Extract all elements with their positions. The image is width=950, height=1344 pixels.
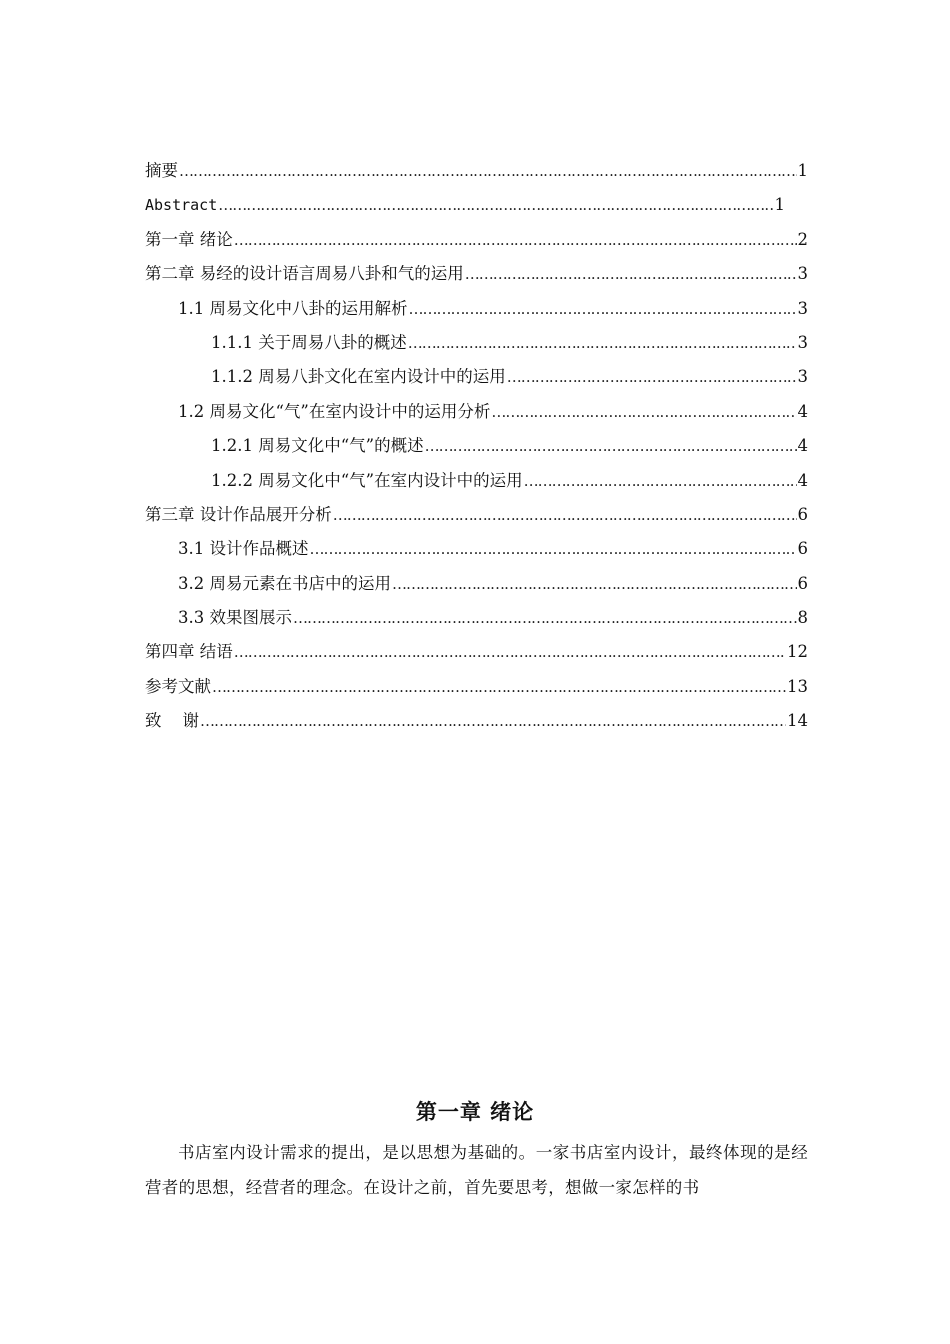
toc-entry-page: 4 (797, 436, 808, 456)
toc-leader-dots (333, 498, 797, 532)
toc-entry-3-3 (145, 601, 808, 635)
toc-entry-page: 13 (787, 676, 808, 696)
toc-leader-dots (293, 601, 797, 635)
toc-entry-title: 3.3 效果图展示 (178, 608, 292, 628)
toc-leader-dots (310, 532, 797, 566)
toc-entry-chapter-3 (145, 498, 808, 532)
toc-entry-title: 第三章 设计作品展开分析 (145, 504, 332, 524)
toc-entry-title: 致 谢 (145, 711, 199, 731)
toc-entry-references (145, 670, 808, 704)
toc-leader-dots (200, 704, 786, 738)
toc-entry-page: 14 (787, 711, 808, 731)
toc-entry-page: 6 (797, 539, 808, 559)
toc-entry-abstract-cn (145, 154, 808, 188)
toc-entry-title: 第一章 绪论 (145, 229, 233, 249)
toc-entry-chapter-2 (145, 257, 808, 291)
toc-entry-title: 1.2.2 周易文化中“气”在室内设计中的运用 (211, 470, 523, 490)
toc-leader-dots (179, 154, 797, 188)
toc-entry-title: Abstract (145, 196, 218, 215)
toc-entry-page: 8 (797, 608, 808, 628)
toc-entry-chapter-1 (145, 223, 808, 257)
toc-entry-1-2-1 (145, 429, 808, 463)
toc-entry-1-1-2 (145, 360, 808, 394)
toc-entry-1-1 (145, 292, 808, 326)
toc-entry-title: 1.1.1 关于周易八卦的概述 (211, 332, 407, 352)
toc-entry-page: 3 (797, 298, 808, 318)
toc-leader-dots (524, 464, 797, 498)
toc-entry-1-2-2 (145, 464, 808, 498)
toc-entry-title: 3.1 设计作品概述 (178, 539, 309, 559)
chapter-title: 第一章 绪论 (415, 1100, 535, 1124)
toc-entry-3-2 (145, 567, 808, 601)
toc-leader-dots (465, 257, 797, 291)
toc-entry-page: 4 (797, 470, 808, 490)
toc-entry-page: 3 (797, 264, 808, 284)
toc-entry-1-1-1 (145, 326, 808, 360)
toc-entry-page: 1 (797, 160, 808, 180)
toc-entry-title: 参考文献 (145, 676, 211, 696)
toc-leader-dots (234, 635, 786, 669)
toc-entry-page: 6 (797, 573, 808, 593)
toc-entry-page: 3 (797, 332, 808, 352)
toc-entry-abstract-en (145, 188, 785, 222)
toc-leader-dots (425, 429, 797, 463)
toc-entry-chapter-4 (145, 635, 808, 669)
toc-entry-page: 12 (787, 642, 808, 662)
toc-entry-page: 6 (797, 504, 808, 524)
toc-entry-title: 3.2 周易元素在书店中的运用 (178, 573, 391, 593)
toc-entry-page: 3 (797, 367, 808, 387)
toc-entry-page: 4 (797, 401, 808, 421)
toc-entry-page: 1 (774, 195, 785, 215)
toc-leader-dots (218, 188, 773, 222)
toc-entry-acknowledgements (145, 704, 808, 738)
toc-leader-dots (491, 395, 796, 429)
table-of-contents (145, 154, 808, 739)
toc-entry-title: 1.1.2 周易八卦文化在室内设计中的运用 (211, 367, 506, 387)
toc-entry-1-2 (145, 395, 808, 429)
toc-leader-dots (234, 223, 797, 257)
toc-leader-dots (212, 670, 786, 704)
toc-leader-dots (409, 292, 797, 326)
toc-entry-title: 1.1 周易文化中八卦的运用解析 (178, 298, 408, 318)
toc-leader-dots (392, 567, 797, 601)
toc-entry-page: 2 (797, 229, 808, 249)
toc-entry-3-1 (145, 532, 808, 566)
toc-entry-title: 1.2 周易文化“气”在室内设计中的运用分析 (178, 401, 491, 421)
toc-leader-dots (507, 360, 797, 394)
toc-entry-title: 第二章 易经的设计语言周易八卦和气的运用 (145, 264, 464, 284)
toc-entry-title: 1.2.1 周易文化中“气”的概述 (211, 436, 424, 456)
toc-leader-dots (408, 326, 797, 360)
toc-entry-title: 第四章 结语 (145, 642, 233, 662)
toc-entry-title: 摘要 (145, 160, 178, 180)
chapter-paragraph: 书店室内设计需求的提出，是以思想为基础的。一家书店室内设计，最终体现的是经营者的思想，经营者的理念。在设计之前，首先要思考，想做一家怎样的书 (145, 1143, 808, 1197)
